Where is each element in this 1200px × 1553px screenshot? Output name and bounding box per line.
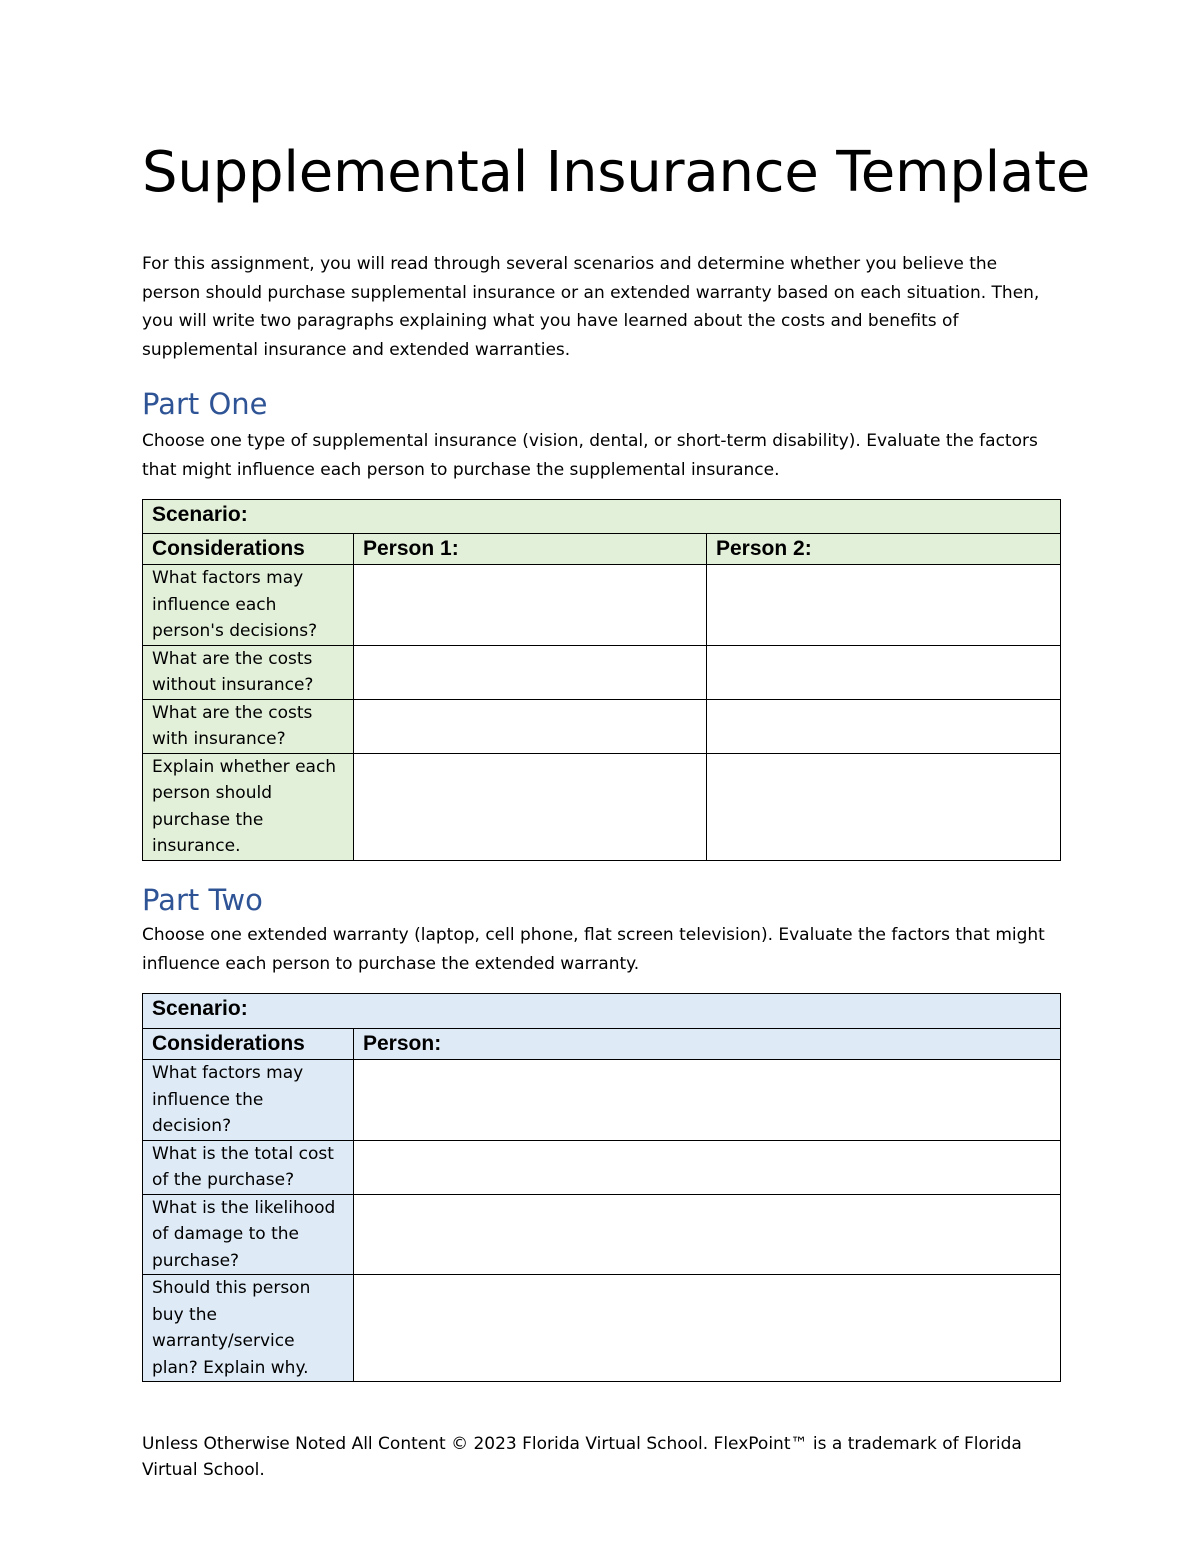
part-one-col-person1: Person 1: bbox=[354, 534, 707, 565]
part-one-col-considerations: Considerations bbox=[143, 534, 354, 565]
part-one-row-label: Explain whether each person should purchase the insurance. bbox=[143, 753, 354, 860]
part-two-person-cell[interactable] bbox=[354, 1275, 1061, 1382]
part-one-row-label: What factors may influence each person's decisions? bbox=[143, 565, 354, 646]
copyright-footer: Unless Otherwise Noted All Content © 2023 Florida Virtual School. FlexPoint™ is a trademark of Florida Virtual School. bbox=[142, 1434, 1022, 1480]
part-two-person-cell[interactable] bbox=[354, 1194, 1061, 1275]
document-title: Supplemental Insurance Template bbox=[142, 140, 1091, 205]
part-one-col-person2: Person 2: bbox=[707, 534, 1061, 565]
part-one-heading: Part One bbox=[142, 387, 268, 421]
part-two-person-cell[interactable] bbox=[354, 1140, 1061, 1194]
part-two-person-cell[interactable] bbox=[354, 1060, 1061, 1141]
part-one-description: Choose one type of supplemental insurance (vision, dental, or short-term disability). Evaluate the factors that might influence each person to purchase the supplemental insurance. bbox=[142, 431, 1038, 480]
part-one-person2-cell[interactable] bbox=[707, 565, 1061, 646]
part-one-row-label: What are the costs with insurance? bbox=[143, 699, 354, 753]
part-one-table bbox=[142, 499, 1061, 861]
part-two-description: Choose one extended warranty (laptop, cell phone, flat screen television). Evaluate the factors that might influence each person to purchase the extended warranty. bbox=[142, 925, 1045, 974]
part-two-heading: Part Two bbox=[142, 883, 263, 917]
part-one-row-label: What are the costs without insurance? bbox=[143, 645, 354, 699]
part-one-scenario-label: Scenario: bbox=[143, 500, 1061, 534]
part-two-scenario-label: Scenario: bbox=[143, 994, 1061, 1029]
part-two-row-label: What is the total cost of the purchase? bbox=[143, 1140, 354, 1194]
part-one-person1-cell[interactable] bbox=[354, 565, 707, 646]
part-one-person1-cell[interactable] bbox=[354, 645, 707, 699]
part-two-row-label: What is the likelihood of damage to the purchase? bbox=[143, 1194, 354, 1275]
part-one-person2-cell[interactable] bbox=[707, 645, 1061, 699]
part-two-table bbox=[142, 993, 1061, 1382]
part-one-person2-cell[interactable] bbox=[707, 699, 1061, 753]
part-two-row-label: Should this person buy the warranty/service plan? Explain why. bbox=[143, 1275, 354, 1382]
part-two-row-label: What factors may influence the decision? bbox=[143, 1060, 354, 1141]
part-one-person2-cell[interactable] bbox=[707, 753, 1061, 860]
part-two-col-considerations: Considerations bbox=[143, 1029, 354, 1060]
part-two-col-person: Person: bbox=[354, 1029, 1061, 1060]
part-one-person1-cell[interactable] bbox=[354, 753, 707, 860]
intro-paragraph: For this assignment, you will read through several scenarios and determine whether you believe the person should purchase supplemental insurance or an extended warranty based on each situation. Then, you will write two paragraphs explaining what you have learned about the costs and benefits of supplemental insurance and extended warranties. bbox=[142, 254, 1040, 361]
part-one-person1-cell[interactable] bbox=[354, 699, 707, 753]
